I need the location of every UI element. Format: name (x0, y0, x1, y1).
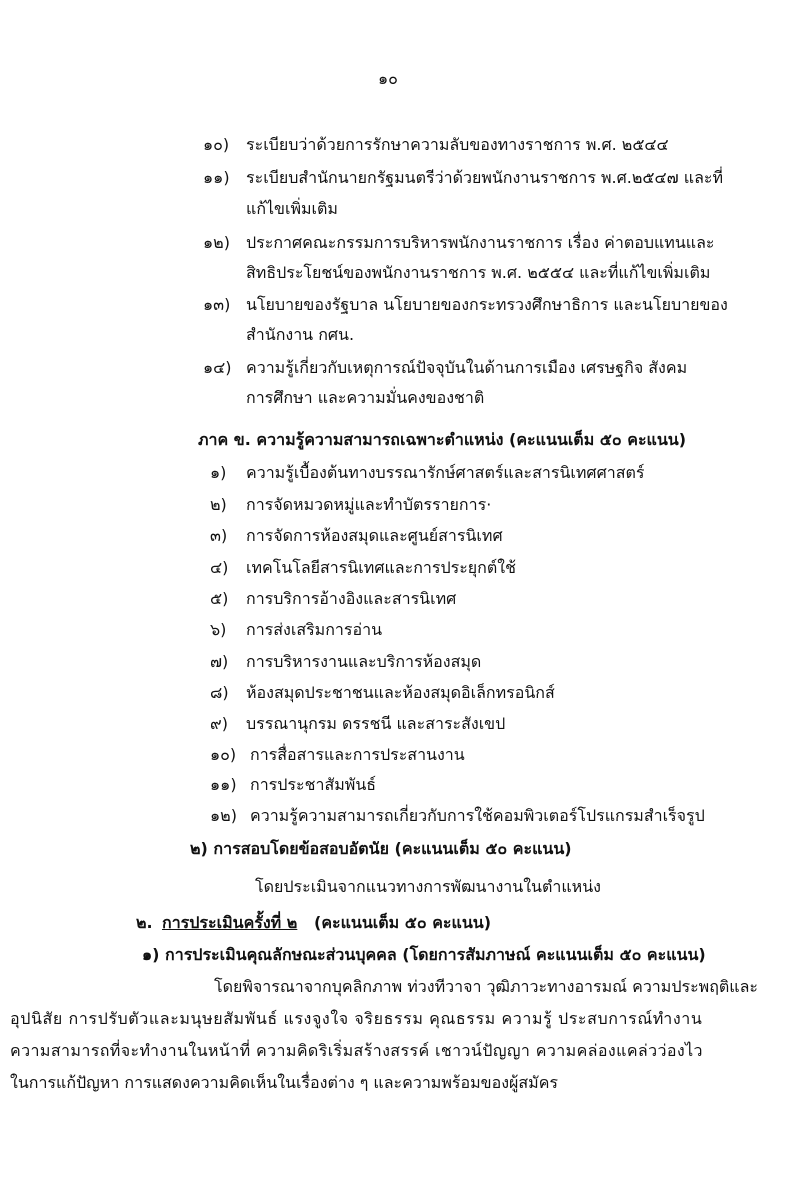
paragraph-line: ในการแก้ปัญหา การแสดงความคิดเห็นในเรื่องต่าง ๆ และความพร้อมของผู้สมัคร (10, 1073, 558, 1092)
list-item-text: การบริการอ้างอิงและสารนิเทศ (246, 589, 457, 608)
list-item-text: ห้องสมุดประชาชนและห้องสมุดอิเล็กทรอนิกส์ (246, 683, 555, 702)
list-item-text: ความรู้เบื้องต้นทางบรรณารักษ์ศาสตร์และสารนิเทศศาสตร์ (246, 463, 645, 482)
section-heading: ภาค ข. ความรู้ความสามารถเฉพาะตำแหน่ง (คะแนนเต็ม ๕๐ คะแนน) (198, 430, 687, 449)
list-item-number: ๑๐) (203, 135, 230, 154)
list-item-number: ๑๓) (203, 295, 231, 314)
section-score: (คะแนนเต็ม ๕๐ คะแนน) (314, 913, 492, 932)
list-item-text-continued: สิทธิประโยชน์ของพนักงานราชการ พ.ศ. ๒๕๕๔ และที่แก้ไขเพิ่มเติม (246, 263, 711, 282)
list-item-number: ๔) (210, 558, 229, 577)
list-item-text-continued: การศึกษา และความมั่นคงของชาติ (246, 388, 485, 407)
list-item-number: ๑๐) (210, 745, 237, 764)
list-item-number: ๒) (210, 495, 227, 514)
list-item-text: ความรู้ความสามารถเกี่ยวกับการใช้คอมพิวเตอร์โปรแกรมสำเร็จรูป (250, 806, 705, 825)
list-item-number: ๖) (210, 620, 227, 639)
list-item-text-continued: สำนักงาน กศน. (246, 325, 355, 344)
paragraph-line: โดยพิจารณาจากบุคลิกภาพ ท่วงทีวาจา วุฒิภาวะทางอารมณ์ ความประพฤติและ (214, 977, 759, 996)
list-item-number: ๕) (210, 589, 229, 608)
list-item-text: การบริหารงานและบริการห้องสมุด (246, 652, 482, 671)
paragraph-line: ความสามารถที่จะทำงานในหน้าที่ ความคิดริเริ่มสร้างสรรค์ เชาวน์ปัญญา ความคล่องแคล่วว่องไว (10, 1041, 703, 1060)
list-item-number: ๑๒) (203, 233, 230, 252)
list-item-number: ๓) (210, 526, 228, 545)
page-number: ๑๐ (378, 69, 398, 88)
list-item-text-continued: แก้ไขเพิ่มเติม (246, 199, 338, 218)
subsection-heading: ๑) การประเมินคุณลักษณะส่วนบุคคล (โดยการสัมภาษณ์ คะแนนเต็ม ๕๐ คะแนน) (142, 945, 706, 964)
list-item-number: ๑๑) (203, 168, 230, 187)
list-item-number: ๘) (210, 683, 229, 702)
subsection-heading: ๒) การสอบโดยข้อสอบอัตนัย (คะแนนเต็ม ๕๐ คะแนน) (190, 839, 572, 858)
list-item-text: ระเบียบว่าด้วยการรักษาความลับของทางราชการ พ.ศ. ๒๕๔๔ (246, 135, 669, 154)
list-item-number: ๑๑) (210, 775, 237, 794)
paragraph-line: อุปนิสัย การปรับตัวและมนุษยสัมพันธ์ แรงจูงใจ จริยธรรม คุณธรรม ความรู้ ประสบการณ์ทำงาน (10, 1009, 703, 1028)
list-item-text: บรรณานุกรม ดรรชนี และสาระสังเขป (246, 714, 506, 733)
paragraph-text: โดยประเมินจากแนวทางการพัฒนางานในตำแหน่ง (255, 877, 601, 896)
list-item-text: นโยบายของรัฐบาล นโยบายของกระทรวงศึกษาธิการ และนโยบายของ (246, 295, 728, 314)
list-item-number: ๙) (210, 714, 228, 733)
list-item-text: ประกาศคณะกรรมการบริหารพนักงานราชการ เรื่อง ค่าตอบแทนและ (246, 233, 715, 252)
section-number: ๒. (136, 913, 153, 932)
list-item-text: ความรู้เกี่ยวกับเหตุการณ์ปัจจุบันในด้านการเมือง เศรษฐกิจ สังคม (246, 358, 688, 377)
list-item-text: การจัดการห้องสมุดและศูนย์สารนิเทศ (246, 526, 503, 545)
list-item-text: เทคโนโลยีสารนิเทศและการประยุกต์ใช้ (246, 558, 516, 577)
list-item-number: ๑๒) (210, 806, 237, 825)
list-item-number: ๑๔) (203, 358, 232, 377)
list-item-number: ๗) (210, 652, 229, 671)
section-title: การประเมินครั้งที่ ๒ (162, 913, 298, 932)
list-item-text: การจัดหมวดหมู่และทำบัตรรายการ· (246, 495, 492, 514)
list-item-text: การประชาสัมพันธ์ (250, 775, 377, 794)
list-item-text: การสื่อสารและการประสานงาน (250, 745, 465, 764)
list-item-number: ๑) (210, 463, 227, 482)
list-item-text: ระเบียบสำนักนายกรัฐมนตรีว่าด้วยพนักงานราชการ พ.ศ.๒๕๔๗ และที่ (246, 168, 724, 187)
list-item-text: การส่งเสริมการอ่าน (246, 620, 383, 639)
